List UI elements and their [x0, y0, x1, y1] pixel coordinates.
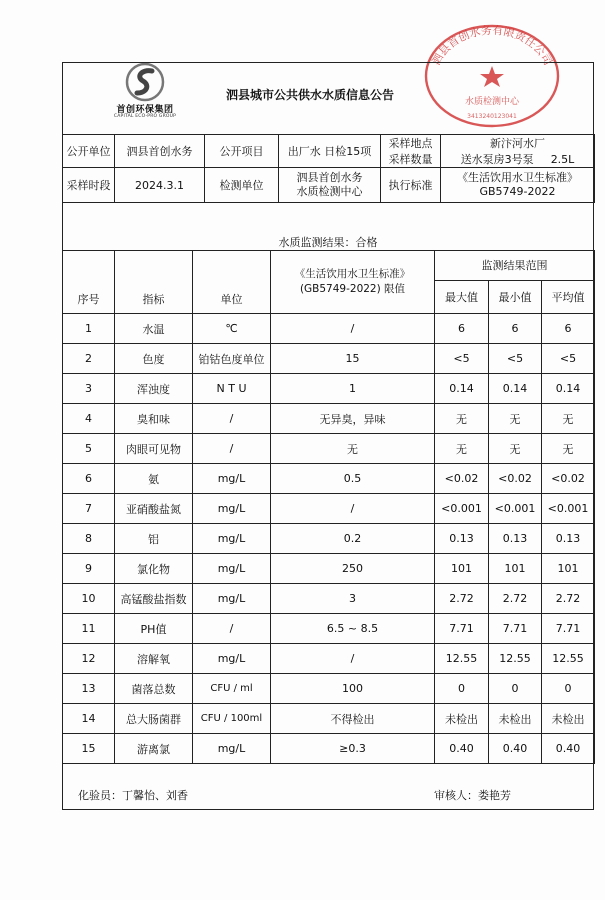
cell-avg: <5: [542, 344, 595, 374]
cell-no: 10: [63, 584, 115, 614]
cell-limit: 250: [271, 554, 435, 584]
tester-signature: 化验员：丁馨怡、刘香: [78, 789, 188, 802]
cell-indicator: 色度: [115, 344, 193, 374]
cell-max: 6: [435, 314, 489, 344]
table-row: [63, 584, 595, 614]
cell-avg: <0.02: [542, 464, 595, 494]
cell-no: 1: [63, 314, 115, 344]
cell-no: 4: [63, 404, 115, 434]
header-max: 最大值: [435, 280, 489, 313]
table-row: [63, 674, 595, 704]
cell-limit: 100: [271, 674, 435, 704]
items-value: 出厂水 日检15项: [279, 135, 381, 168]
cell-indicator: 肉眼可见物: [115, 434, 193, 464]
cell-max: 0: [435, 674, 489, 704]
cell-limit: 0.2: [271, 524, 435, 554]
standard-value-line2: GB5749-2022: [479, 185, 556, 198]
logo-name-cn: 首创环保集团: [116, 105, 174, 115]
cell-max: <0.02: [435, 464, 489, 494]
publisher-label: 公开单位: [63, 135, 115, 168]
count-value: 2.5L: [550, 153, 575, 166]
cell-max: 12.55: [435, 644, 489, 674]
cell-avg: 未检出: [542, 704, 595, 734]
cell-indicator: 游离氯: [115, 734, 193, 764]
cell-unit: ℃: [193, 314, 271, 344]
cell-min: 6: [489, 314, 542, 344]
cell-limit: /: [271, 644, 435, 674]
cell-limit: 6.5 ~ 8.5: [271, 614, 435, 644]
cell-avg: 无: [542, 434, 595, 464]
cell-no: 6: [63, 464, 115, 494]
cell-indicator: 铝: [115, 524, 193, 554]
cell-no: 8: [63, 524, 115, 554]
lab-value: [279, 168, 381, 203]
header-unit: 单位: [193, 251, 271, 314]
cell-min: 未检出: [489, 704, 542, 734]
sampling-info-table: [62, 134, 595, 203]
location-value: 新汴河水厂: [441, 135, 595, 152]
table-row: [63, 644, 595, 674]
lab-label: 检测单位: [205, 168, 279, 203]
cell-min: <0.001: [489, 494, 542, 524]
cell-max: 无: [435, 434, 489, 464]
cell-min: <5: [489, 344, 542, 374]
cell-max: <0.001: [435, 494, 489, 524]
cell-min: 12.55: [489, 644, 542, 674]
cell-unit: mg/L: [193, 734, 271, 764]
table-row: [63, 494, 595, 524]
cell-unit: mg/L: [193, 554, 271, 584]
result-summary: 水质监测结果：合格: [278, 236, 378, 249]
header-limit: [271, 251, 435, 314]
cell-no: 11: [63, 614, 115, 644]
cell-max: 0.14: [435, 374, 489, 404]
cell-min: 0.40: [489, 734, 542, 764]
location-label: 采样地点: [381, 135, 441, 152]
cell-max: <5: [435, 344, 489, 374]
cell-avg: <0.001: [542, 494, 595, 524]
table-row: [63, 614, 595, 644]
cell-avg: 0: [542, 674, 595, 704]
cell-min: 无: [489, 434, 542, 464]
cell-avg: 2.72: [542, 584, 595, 614]
svg-text:水质检测中心: 水质检测中心: [464, 97, 520, 107]
logo-name-en: CAPITAL ECO-PRO GROUP: [113, 114, 177, 119]
table-row: [63, 314, 595, 344]
publisher-value: 泗县首创水务: [115, 135, 205, 168]
cell-min: 101: [489, 554, 542, 584]
cell-indicator: 浑浊度: [115, 374, 193, 404]
cell-min: 0.14: [489, 374, 542, 404]
cell-avg: 12.55: [542, 644, 595, 674]
water-quality-table: [62, 250, 595, 764]
period-label: 采样时段: [63, 168, 115, 203]
cell-unit: CFU / 100ml: [193, 704, 271, 734]
cell-no: 14: [63, 704, 115, 734]
cell-max: 7.71: [435, 614, 489, 644]
items-label: 公开项目: [205, 135, 279, 168]
standard-value: [441, 168, 595, 203]
cell-unit: 铂钴色度单位: [193, 344, 271, 374]
cell-min: 0: [489, 674, 542, 704]
page-title: 泗县城市公共供水水质信息公告: [225, 88, 394, 102]
cell-max: 0.40: [435, 734, 489, 764]
cell-indicator: 氨: [115, 464, 193, 494]
cell-indicator: 总大肠菌群: [115, 704, 193, 734]
cell-no: 7: [63, 494, 115, 524]
cell-unit: N T U: [193, 374, 271, 404]
cell-limit: 不得检出: [271, 704, 435, 734]
cell-unit: mg/L: [193, 524, 271, 554]
cell-min: <0.02: [489, 464, 542, 494]
header-range: 监测结果范围: [435, 251, 595, 281]
cell-indicator: 溶解氧: [115, 644, 193, 674]
cell-unit: mg/L: [193, 584, 271, 614]
table-row: [63, 734, 595, 764]
location-value-2: 送水泵房3号泵: [460, 153, 534, 166]
cell-avg: 101: [542, 554, 595, 584]
cell-unit: /: [193, 434, 271, 464]
cell-indicator: 亚硝酸盐氮: [115, 494, 193, 524]
cell-limit: 0.5: [271, 464, 435, 494]
cell-avg: 7.71: [542, 614, 595, 644]
header-no: 序号: [63, 251, 115, 314]
cell-min: 7.71: [489, 614, 542, 644]
cell-no: 5: [63, 434, 115, 464]
table-row: [63, 704, 595, 734]
header-min: 最小值: [489, 280, 542, 313]
cell-unit: mg/L: [193, 644, 271, 674]
cell-limit: /: [271, 494, 435, 524]
cell-no: 15: [63, 734, 115, 764]
cell-avg: 0.13: [542, 524, 595, 554]
cell-min: 0.13: [489, 524, 542, 554]
table-row: [63, 554, 595, 584]
svg-text:3413240123041: 3413240123041: [467, 113, 517, 120]
cell-no: 13: [63, 674, 115, 704]
cell-limit: 1: [271, 374, 435, 404]
cell-indicator: PH值: [115, 614, 193, 644]
header-limit-line2: (GB5749-2022) 限值: [299, 283, 406, 295]
cell-limit: 3: [271, 584, 435, 614]
table-row: [63, 464, 595, 494]
cell-unit: /: [193, 614, 271, 644]
cell-max: 0.13: [435, 524, 489, 554]
table-row: [63, 374, 595, 404]
table-row: [63, 344, 595, 374]
count-label: 采样数量: [381, 151, 441, 168]
cell-max: 2.72: [435, 584, 489, 614]
cell-avg: 0.40: [542, 734, 595, 764]
cell-no: 3: [63, 374, 115, 404]
cell-avg: 0.14: [542, 374, 595, 404]
reviewer-signature: 审核人：娄艳芳: [434, 789, 511, 802]
cell-min: 2.72: [489, 584, 542, 614]
cell-limit: 无异臭，异味: [271, 404, 435, 434]
table-row: [63, 404, 595, 434]
cell-max: 无: [435, 404, 489, 434]
cell-indicator: 菌落总数: [115, 674, 193, 704]
header-limit-line1: 《生活饮用水卫生标准》: [294, 268, 411, 280]
cell-unit: /: [193, 404, 271, 434]
standard-value-line1: 《生活饮用水卫生标准》: [457, 171, 578, 184]
table-row: [63, 434, 595, 464]
cell-max: 未检出: [435, 704, 489, 734]
cell-no: 2: [63, 344, 115, 374]
cell-limit: 无: [271, 434, 435, 464]
cell-unit: CFU / ml: [193, 674, 271, 704]
cell-no: 9: [63, 554, 115, 584]
cell-max: 101: [435, 554, 489, 584]
cell-avg: 6: [542, 314, 595, 344]
cell-indicator: 高锰酸盐指数: [115, 584, 193, 614]
standard-label: 执行标准: [381, 168, 441, 203]
period-value: 2024.3.1: [115, 168, 205, 203]
cell-no: 12: [63, 644, 115, 674]
cell-unit: mg/L: [193, 464, 271, 494]
cell-limit: 15: [271, 344, 435, 374]
cell-limit: /: [271, 314, 435, 344]
cell-unit: mg/L: [193, 494, 271, 524]
cell-indicator: 水温: [115, 314, 193, 344]
cell-indicator: 臭和味: [115, 404, 193, 434]
lab-value-line2: 水质检测中心: [296, 185, 363, 198]
svg-text:泗县首创水务有限责任公司: 泗县首创水务有限责任公司: [429, 23, 555, 68]
cell-indicator: 氯化物: [115, 554, 193, 584]
location-count-cell: [441, 151, 595, 168]
lab-value-line1: 泗县首创水务: [296, 171, 363, 184]
cell-min: 无: [489, 404, 542, 434]
cell-avg: 无: [542, 404, 595, 434]
table-row: [63, 524, 595, 554]
cell-limit: ≥0.3: [271, 734, 435, 764]
header-avg: 平均值: [542, 280, 595, 313]
header-indicator: 指标: [115, 251, 193, 314]
